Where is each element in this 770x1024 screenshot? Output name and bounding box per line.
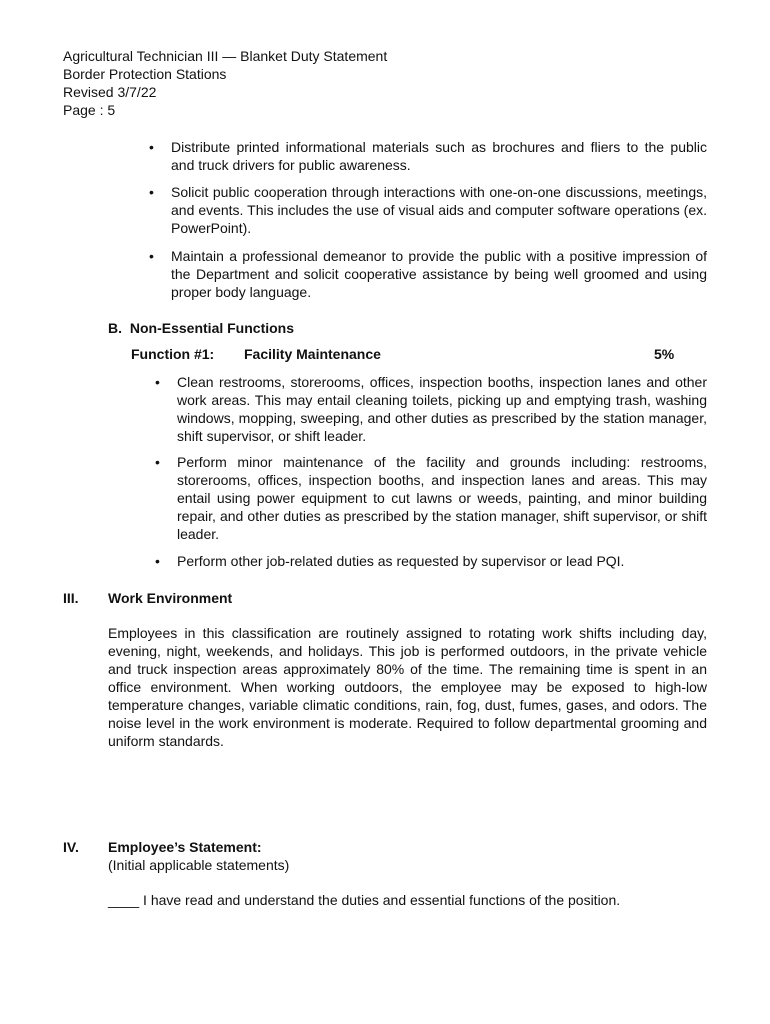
function-name: Facility Maintenance	[244, 346, 381, 362]
document-subtitle: Border Protection Stations	[63, 66, 227, 82]
list-item: • Distribute printed informational materials such as brochures and fliers to the public and truck drivers for public awareness.	[149, 139, 707, 173]
document-title: Agricultural Technician III — Blanket Duty Statement	[63, 48, 388, 64]
list-item: • Maintain a professional demeanor to provide the public with a positive impression of the Department and solicit cooperative assistance by being well groomed and using proper body language.	[149, 248, 707, 300]
section-subtitle: (Initial applicable statements)	[108, 857, 290, 873]
section-title: Non-Essential Functions	[129, 320, 295, 336]
bullet-icon: •	[155, 374, 160, 390]
bullet-icon: •	[155, 553, 160, 569]
function-percent: 5%	[654, 346, 675, 362]
section-title: Work Environment	[108, 590, 233, 606]
bullet-icon: •	[155, 454, 160, 470]
list-item: • Solicit public cooperation through interactions with one-on-one discussions, meetings, and events. This includes the use of visual aids and computer software operations (ex. PowerPoint).	[149, 184, 707, 236]
section-heading	[108, 319, 294, 337]
section-numeral: IV.	[63, 839, 79, 855]
bullet-icon: •	[149, 139, 154, 155]
page-number: Page : 5	[63, 102, 116, 118]
bullet-icon: •	[149, 184, 154, 200]
section-marker: B.	[108, 320, 122, 336]
list-item: • Clean restrooms, storerooms, offices, inspection booths, inspection lanes and other work areas. This may entail cleaning toilets, picking up and emptying trash, washing windows, mopping, sweeping, and other duties as prescribed by the station manager, shift supervisor, or shift leader.	[155, 374, 707, 444]
bullet-icon: •	[149, 248, 154, 264]
section-title: Employee’s Statement:	[108, 839, 262, 855]
work-environment-body: Employees in this classification are routinely assigned to rotating work shifts including day, evening, night, weekends, and holidays. This job is performed outdoors, in the private vehicle and truck inspection areas approximately 80% of the time. The remaining time is spent in an office environment. When working outdoors, the employee may be exposed to high-low temperature changes, variable climatic conditions, rain, fog, dust, fumes, gases, and odors. The noise level in the work environment is moderate. Required to follow departmental grooming and uniform standards.	[108, 625, 707, 749]
section-numeral: III.	[63, 590, 79, 606]
list-item: • Perform minor maintenance of the facility and grounds including: restrooms, storerooms, offices, inspection booths, and inspection lanes and areas. This may entail using power equipment to cut lawns or weeds, painting, and minor building repair, and other duties as prescribed by the station manager, shift supervisor, or shift leader.	[155, 454, 707, 542]
page-header	[63, 47, 387, 119]
employee-statement: ____ I have read and understand the duties and essential functions of the position.	[108, 892, 621, 908]
list-item: • Perform other job-related duties as requested by supervisor or lead PQI.	[155, 553, 625, 569]
revision-date: Revised 3/7/22	[63, 84, 157, 100]
function-label: Function #1:	[131, 346, 215, 362]
